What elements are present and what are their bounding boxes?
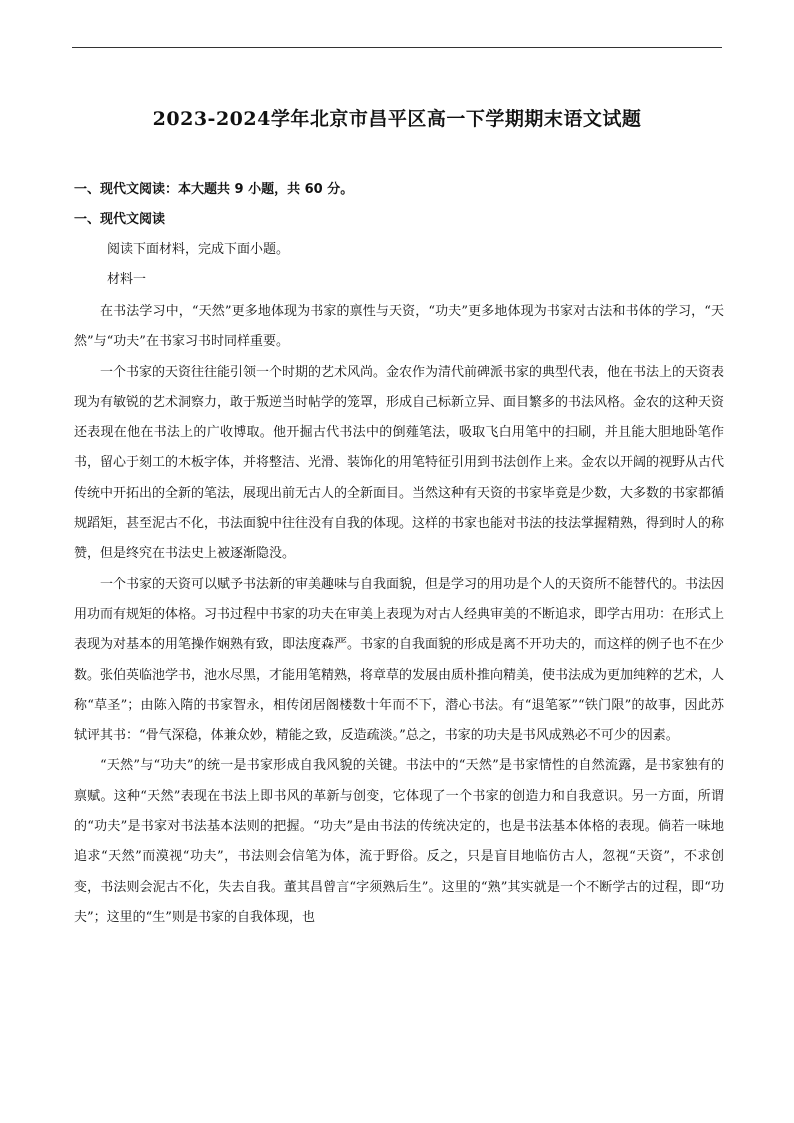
material-label: 材料一 xyxy=(107,272,147,287)
paragraph-1: 在书法学习中，“天然”更多地体现为书家的禀性与天资，“功夫”更多地体现为书家对古法和书体的学习，“天然”与“功夫”在书家习书时同样重要。 xyxy=(74,304,724,350)
section-heading-sub: 一、现代文阅读 xyxy=(74,212,166,227)
instruction-text: 阅读下面材料，完成下面小题。 xyxy=(107,242,290,257)
paragraph-4: “天然”与“功夫”的统一是书家形成自我风貌的关键。书法中的“天然”是书家情性的自然流露，是书家独有的禀赋。这种“天然”表现在书法上即书风的革新与创变，它体现了一个书家的创造力和自我意识。另一方面，所谓的“功夫”是书家对书法基本法则的把握。“功夫”是由书法的传统决定的，也是书法基本体格的表现。倘若一味地追求“天然”而漠视“功夫”，书法则会信笔为体，流于野俗。反之，只是盲目地临仿古人，忽视“天资”，不求创变，书法则会泥古不化，失去自我。董其昌曾言“字须熟后生”。这里的“熟”其实就是一个不断学古的过程，即“功夫”；这里的“生”则是书家的自我体现，也 xyxy=(74,758,724,925)
page-title: 2023-2024学年北京市昌平区高一下学期期末语文试题 xyxy=(152,108,642,130)
header-rule xyxy=(72,47,722,48)
section-heading-main: 一、现代文阅读：本大题共 9 小题，共 60 分。 xyxy=(74,182,354,197)
passage-body xyxy=(74,297,724,933)
paragraph-3: 一个书家的天资可以赋予书法新的审美趣味与自我面貌，但是学习的用功是个人的天资所不能替代的。书法因用功而有规矩的体格。习书过程中书家的功夫在审美上表现为对古人经典审美的不断追求，即学古用功：在形式上表现为对基本的用笔操作娴熟有致，即法度森严。书家的自我面貌的形成是离不开功夫的，而这样的例子也不在少数。张伯英临池学书，池水尽黑，才能用笔精熟，将章草的发展由质朴推向精美，使书法成为更加纯粹的艺术，人称“草圣”；由陈入隋的书家智永，相传闭居阁楼数十年而不下，潜心书法。有“退笔冢”“铁门限”的故事，因此苏轼评其书：“骨气深稳，体兼众妙，精能之致，反造疏淡。”总之，书家的功夫是书风成熟必不可少的因素。 xyxy=(74,576,725,744)
paragraph-2: 一个书家的天资往往能引领一个时期的艺术风尚。金农作为清代前碑派书家的典型代表，他在书法上的天资表现为有敏锐的艺术洞察力，敢于叛逆当时帖学的笼罩，形成自己标新立异、面目繁多的书法风格。金农的这种天资还表现在他在书法上的广收博取。他开掘古代书法中的倒薤笔法，吸取飞白用笔中的扫刷，并且能大胆地卧笔作书，留心于刻工的木板字体，并将整洁、光滑、装饰化的用笔特征引用到书法创作上来。金农以开阔的视野从古代传统中开拓出的全新的笔法，展现出前无古人的全新面目。当然这种有天资的书家毕竟是少数，大多数的书家都循规蹈矩，甚至泥古不化，书法面貌中往往没有自我的体现。这样的书家也能对书法的技法掌握精熟，得到时人的称赞，但是终究在书法史上被逐渐隐没。 xyxy=(74,364,725,562)
